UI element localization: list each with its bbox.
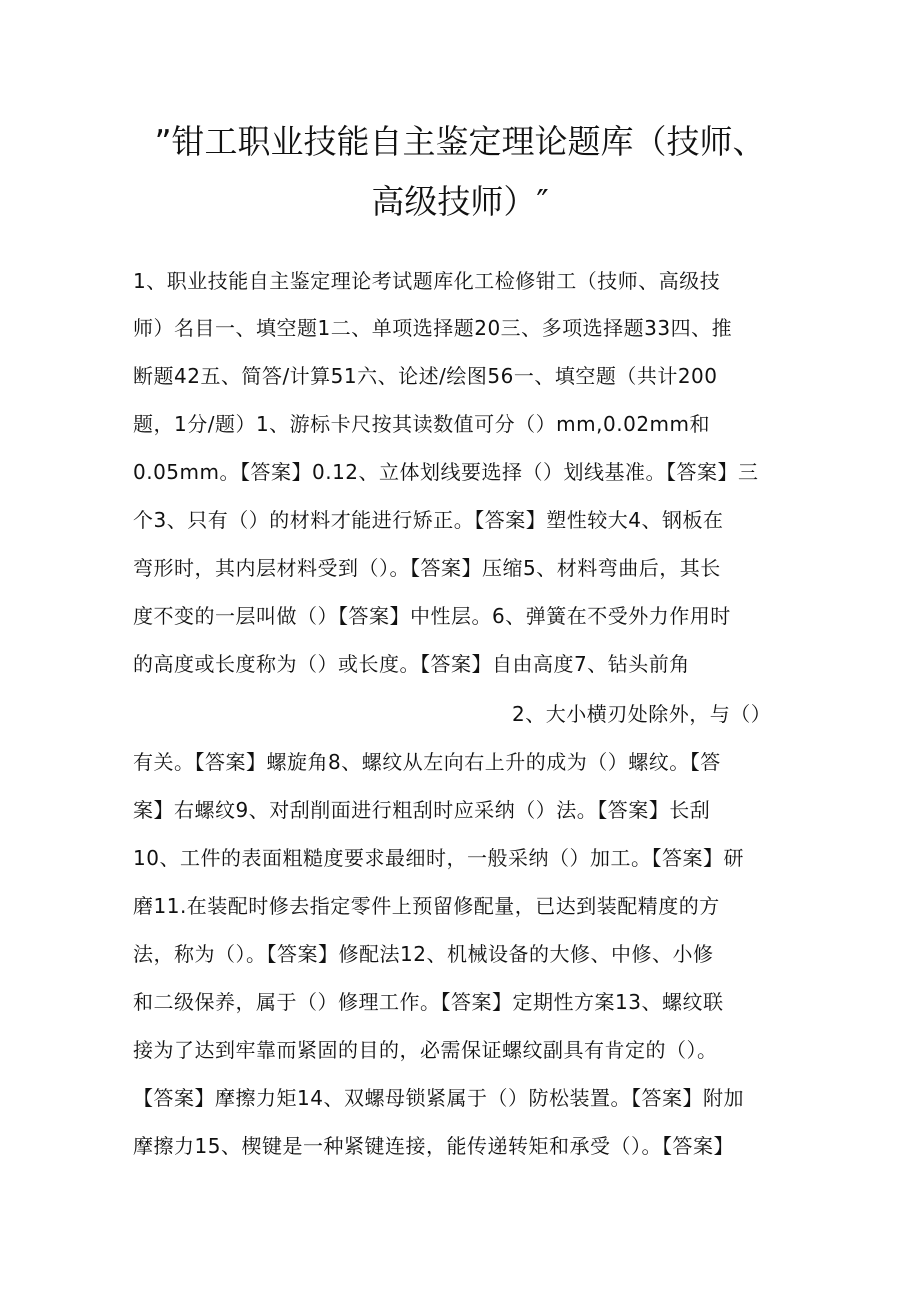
- body-line: 有关。【答案】螺旋角8、螺纹从左向右上升的成为（）螺纹。【答: [133, 750, 721, 774]
- body-line: 和二级保养，属于（）修理工作。【答案】定期性方案13、螺纹联: [133, 990, 724, 1014]
- body-line: 1、职业技能自主鉴定理论考试题库化工检修钳工（技师、高级技: [133, 269, 721, 293]
- body-line: 师）名目一、填空题1二、单项选择题20三、多项选择题33四、推: [133, 316, 733, 340]
- body-line: 法，称为（）。【答案】修配法12、机械设备的大修、中修、小修: [133, 942, 714, 966]
- body-line: 【答案】摩擦力矩14、双螺母锁紧属于（）防松装置。【答案】附加: [133, 1086, 744, 1110]
- body-line: 度不变的一层叫做（）【答案】中性层。6、弹簧在不受外力作用时: [133, 604, 731, 628]
- body-line: 10、工件的表面粗糙度要求最细时，一般采纳（）加工。【答案】研: [133, 846, 744, 870]
- body-line: 0.05mm。【答案】0.12、立体划线要选择（）划线基准。【答案】三: [133, 460, 759, 484]
- body-line: 接为了达到牢靠而紧固的目的，必需保证螺纹副具有肯定的（）。: [133, 1038, 718, 1062]
- body-line: 案】右螺纹9、对刮削面进行粗刮时应采纳（）法。【答案】长刮: [133, 798, 711, 822]
- body-line: 题，1分/题）1、游标卡尺按其读数值可分（）mm,0.02mm和: [133, 412, 711, 436]
- document-title-line-2: 高级技师）″: [371, 182, 549, 221]
- body-line: 2、大小横刃处除外，与（）: [512, 702, 772, 726]
- body-line: 弯形时，其内层材料受到（）。【答案】压缩5、材料弯曲后，其长: [133, 556, 721, 580]
- body-line: 磨11.在装配时修去指定零件上预留修配量，已达到装配精度的方: [133, 894, 720, 918]
- body-line: 的高度或长度称为（）或长度。【答案】自由高度7、钻头前角: [133, 652, 690, 676]
- body-line: 个3、只有（）的材料才能进行矫正。【答案】塑性较大4、钢板在: [133, 508, 724, 532]
- document-title-line-1: ”钳工职业技能自主鉴定理论题库（技师、: [154, 122, 766, 161]
- body-line: 断题42五、简答/计算51六、论述/绘图56一、填空题（共计200: [133, 364, 718, 388]
- body-line: 摩擦力15、楔键是一种紧键连接，能传递转矩和承受（）。【答案】: [133, 1134, 734, 1158]
